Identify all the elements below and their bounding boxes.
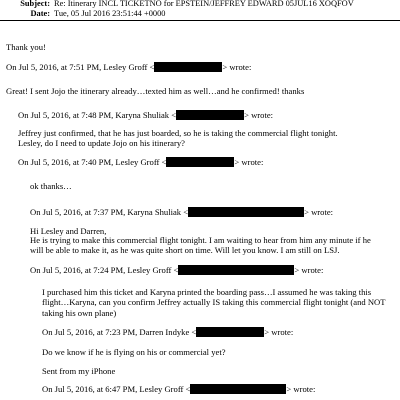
attribution-suffix: > wrote:	[294, 265, 324, 275]
message-body: Thank you!	[6, 42, 46, 52]
date-label: Date:	[30, 9, 50, 18]
message-body: Do we know if he is flying on his or commercial yet?	[42, 347, 226, 357]
message-body: He is trying to make this commercial flight tonight. I am waiting to hear from him any minute if he will be able to make it, as he was quite short on time. Will let you know. I am still on LSJ.	[30, 235, 371, 256]
date-value: Tue, 05 Jul 2016 23:51:44 +0000	[54, 9, 166, 18]
subject-value: Re: Itinerary INCL TICKETNO for EPSTEIN/JEFFREY EDWARD 05JUL16 XOQFOV	[54, 0, 354, 8]
attribution-prefix: On Jul 5, 2016, at 7:51 PM, Lesley Groff <	[6, 62, 155, 72]
redaction-block	[188, 207, 304, 217]
message-body: Great! I sent Jojo the itinerary already…texted him as well…and he confirmed! thanks	[6, 86, 305, 96]
message-body: I purchased him this ticket and Karyna printed the boarding pass…I assumed he was taking this flight…Karyna, can you confirm Jeffrey actually IS taking this commercial flight tonight (and NOT taking his own plane)	[42, 287, 386, 318]
redaction-block	[190, 384, 286, 394]
attribution-line	[18, 110, 273, 120]
attribution-prefix: On Jul 5, 2016, at 6:47 PM, Lesley Groff <	[42, 384, 191, 394]
message-body: Jeffrey just confirmed, that he has just boarded, so he is taking the commercial flight tonight.	[18, 128, 338, 138]
email-header	[0, 0, 400, 21]
subject-label: Subject:	[20, 0, 50, 8]
redaction-block	[196, 327, 264, 337]
attribution-prefix: On Jul 5, 2016, at 7:48 PM, Karyna Shuliak <	[18, 110, 177, 120]
redaction-block	[166, 157, 234, 167]
attribution-suffix: > wrote:	[222, 62, 252, 72]
message-body: Hi Lesley and Darren,	[30, 226, 107, 236]
redaction-block	[176, 110, 244, 120]
attribution-suffix: > wrote:	[234, 157, 264, 167]
attribution-line	[30, 207, 333, 217]
attribution-line	[30, 265, 323, 275]
attribution-line	[6, 62, 251, 72]
attribution-suffix: > wrote:	[286, 384, 316, 394]
redaction-block	[178, 265, 294, 275]
attribution-prefix: On Jul 5, 2016, at 7:24 PM, Lesley Groff <	[30, 265, 179, 275]
attribution-line	[18, 157, 263, 167]
attribution-prefix: On Jul 5, 2016, at 7:40 PM, Lesley Groff <	[18, 157, 167, 167]
message-body: Sent from my iPhone	[42, 366, 116, 376]
attribution-prefix: On Jul 5, 2016, at 7:23 PM, Darren Indyke <	[42, 327, 197, 337]
attribution-suffix: > wrote:	[304, 207, 334, 217]
attribution-line	[42, 327, 293, 337]
attribution-prefix: On Jul 5, 2016, at 7:37 PM, Karyna Shuliak <	[30, 207, 189, 217]
subject-line	[0, 0, 354, 9]
message-body: ok thanks…	[30, 181, 72, 191]
attribution-line	[42, 384, 315, 394]
redaction-block	[154, 62, 222, 72]
attribution-suffix: > wrote:	[244, 110, 274, 120]
message-body: Lesley, do I need to update Jojo on his itinerary?	[18, 138, 185, 148]
date-line	[0, 9, 165, 19]
attribution-suffix: > wrote:	[264, 327, 294, 337]
